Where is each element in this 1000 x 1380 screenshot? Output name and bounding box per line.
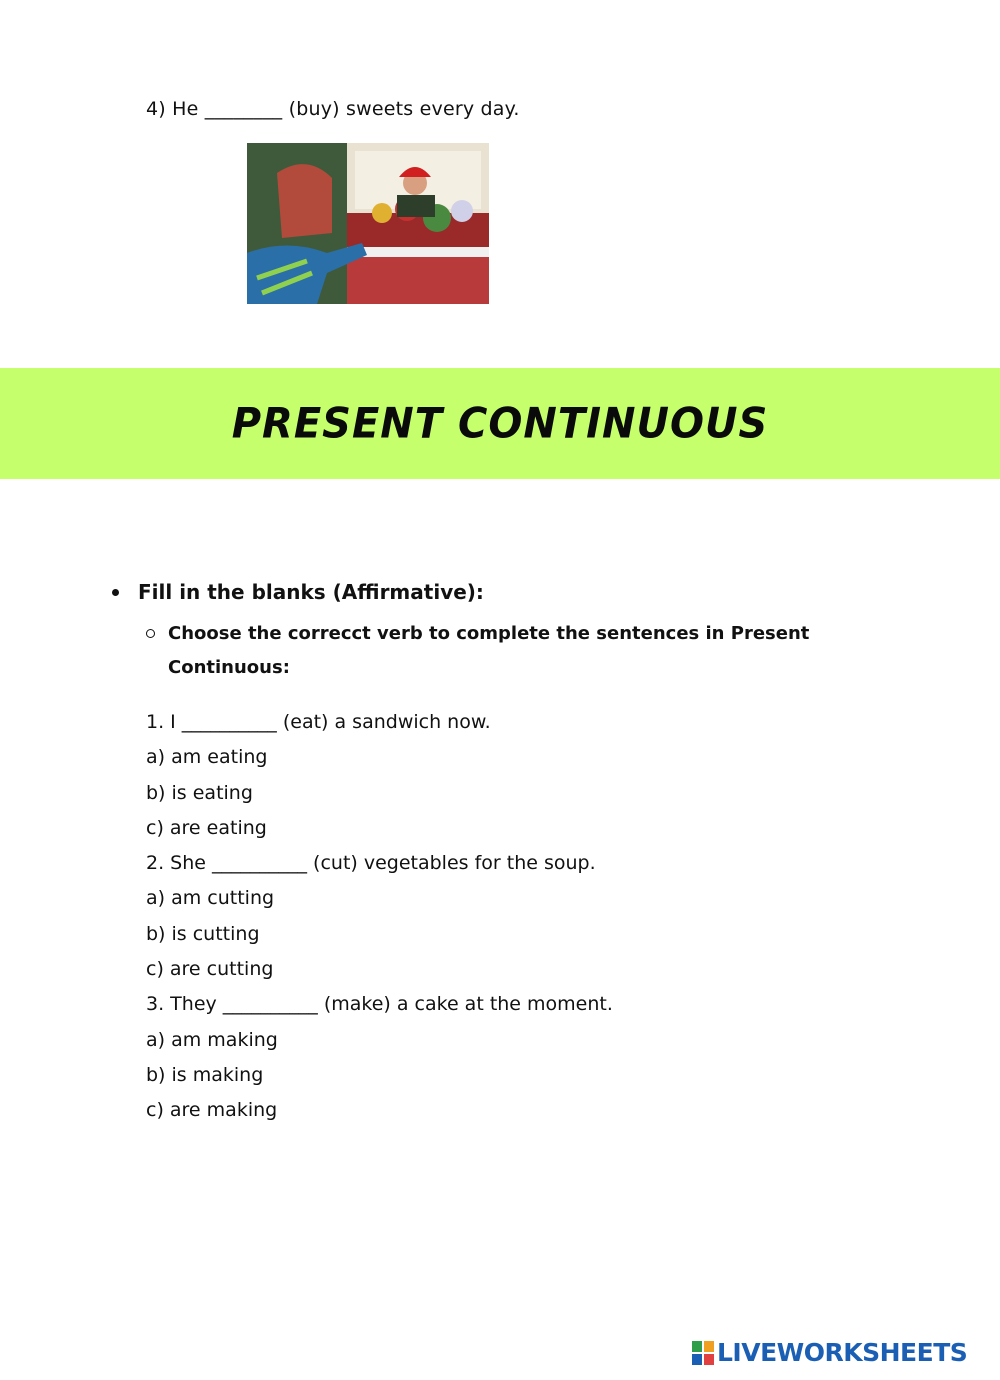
question-1-option-c[interactable]: c) are eating — [146, 816, 267, 839]
question-2-prompt: 2. She __________ (cut) vegetables for the soup. — [146, 852, 596, 875]
section-banner — [0, 368, 1000, 479]
question-4: 4) He ________ (buy) sweets every day. — [146, 98, 520, 120]
instruction-sub — [146, 617, 846, 685]
sweets-stall-image — [247, 143, 489, 304]
instruction-sub-text: Choose the correcct verb to complete the sentences in Present Continuous: — [168, 623, 810, 678]
question-1-prompt: 1. I __________ (eat) a sandwich now. — [146, 711, 491, 733]
question-list — [146, 705, 613, 1129]
bullet-ring-icon — [146, 629, 155, 638]
liveworksheets-logo — [692, 1338, 967, 1367]
question-2-option-b[interactable]: b) is cutting — [146, 922, 260, 945]
question-3-option-c[interactable]: c) are making — [146, 1099, 278, 1122]
instruction-main-text: Fill in the blanks (Affirmative): — [138, 580, 484, 604]
question-1-option-b[interactable]: b) is eating — [146, 781, 253, 804]
banner-title: PRESENT CONTINUOUS — [231, 399, 769, 448]
question-3-option-b[interactable]: b) is making — [146, 1063, 264, 1086]
question-2-option-a[interactable]: a) am cutting — [146, 887, 275, 910]
question-2-option-c[interactable]: c) are cutting — [146, 958, 274, 981]
instruction-main — [112, 580, 484, 604]
question-3-option-a[interactable]: a) am making — [146, 1028, 278, 1051]
question-1-option-a[interactable]: a) am eating — [146, 746, 268, 769]
photo-sweets-stall — [247, 143, 489, 304]
logo-text: LIVEWORKSHEETS — [717, 1338, 968, 1367]
liveworksheets-logo-icon — [692, 1341, 714, 1365]
bullet-dot-icon — [112, 589, 119, 596]
question-3-prompt: 3. They __________ (make) a cake at the moment. — [146, 993, 613, 1016]
